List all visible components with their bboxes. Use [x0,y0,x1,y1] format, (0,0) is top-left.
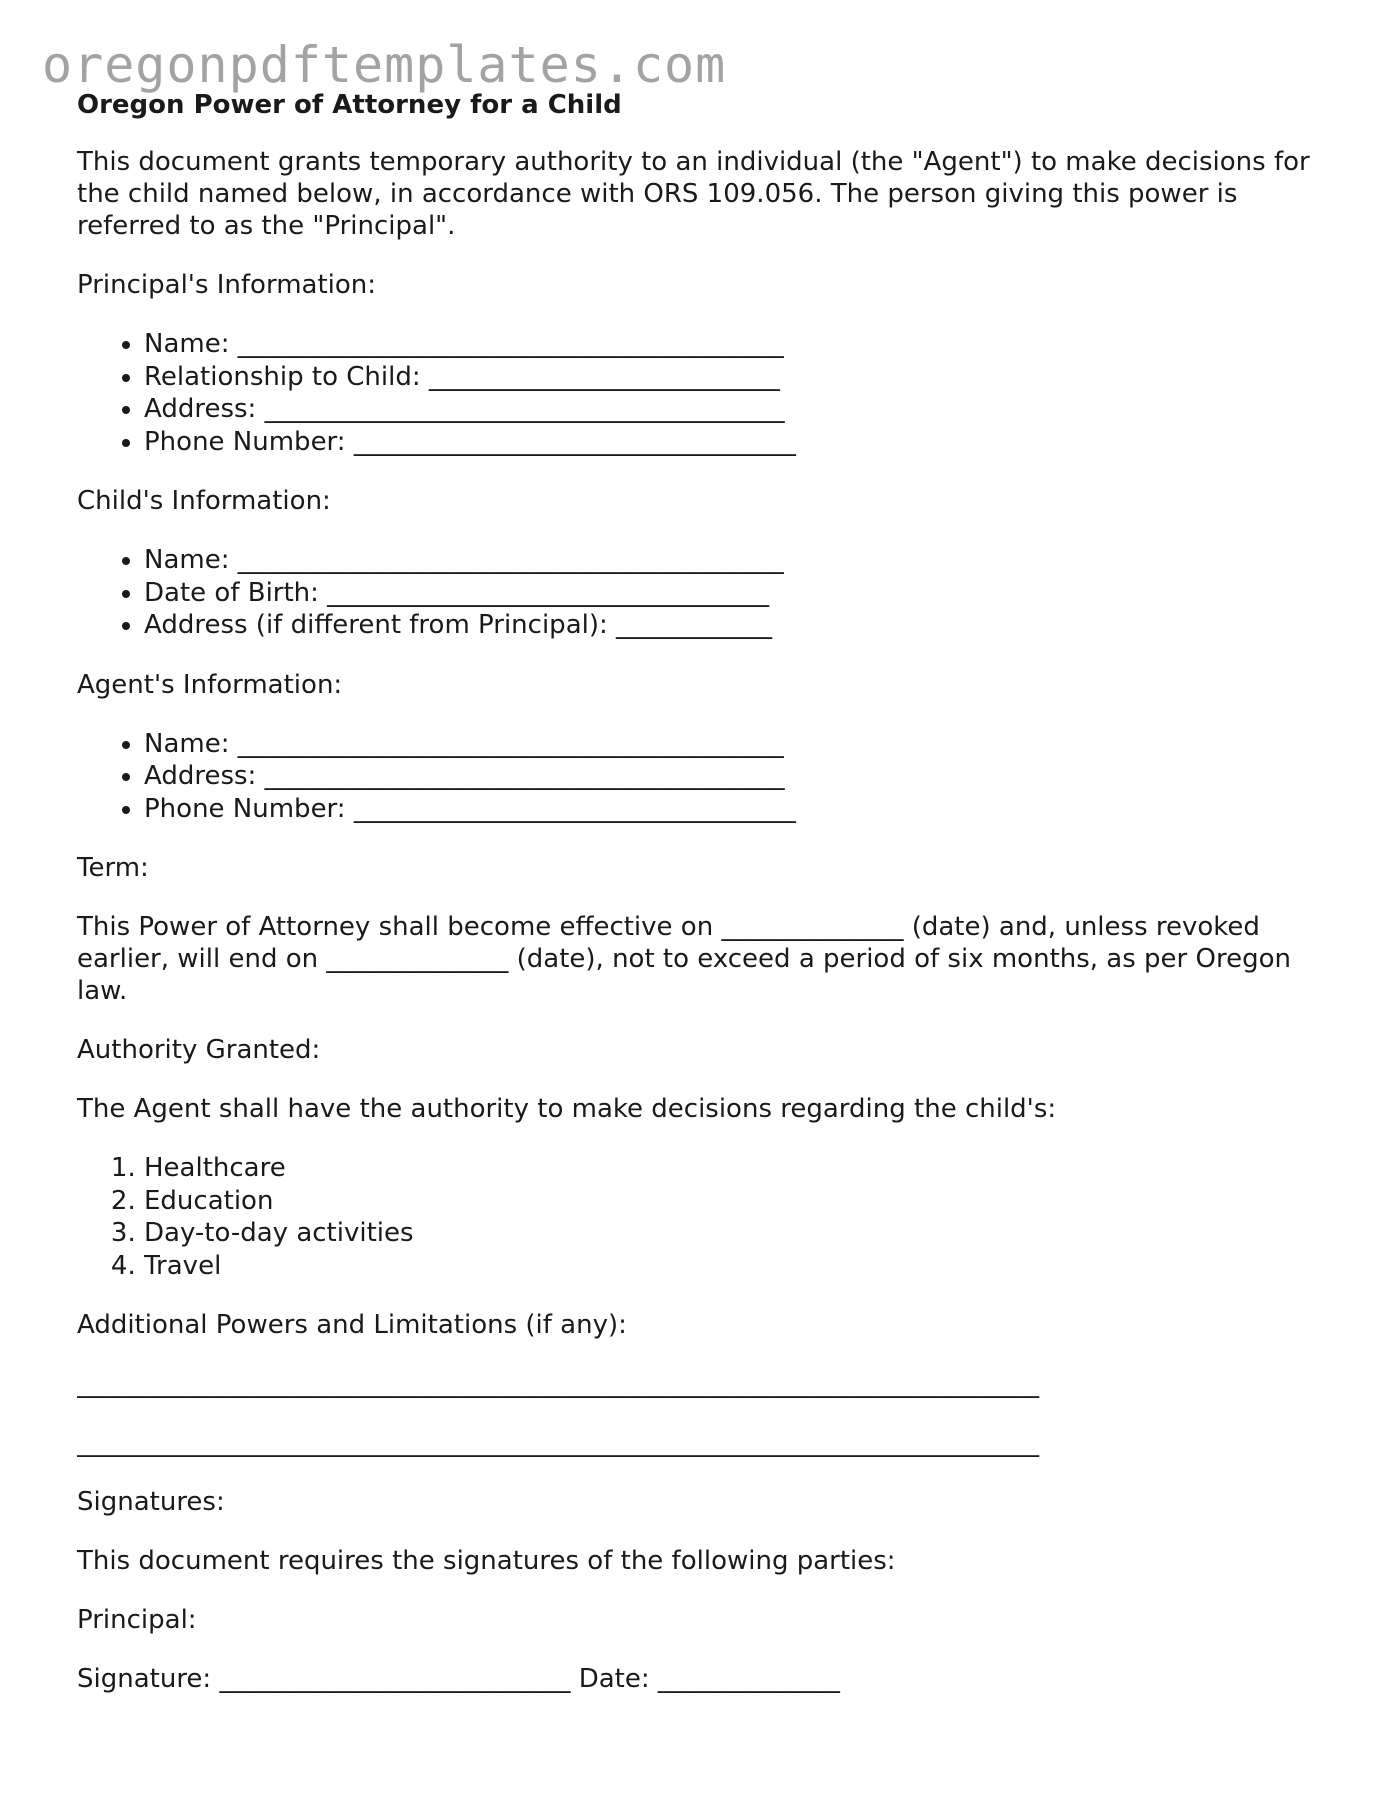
additional-heading: Additional Powers and Limitations (if any): [77,1310,627,1340]
document-page [77,88,1317,1722]
child-heading: Child's Information: [77,486,331,516]
authority-heading: Authority Granted: [77,1035,321,1065]
authority-list [77,1152,1317,1282]
signatures-heading: Signatures: [77,1487,225,1517]
term-paragraph[interactable]: This Power of Attorney shall become effective on ______________ (date) and, unless revoked earlier, will end on ______________ (date), not to exceed a period of six months, as per Oregon law. [77,912,1291,1006]
child-address-field[interactable]: • Address (if different from Principal): ____________ [144,609,1317,642]
principal-signature-line[interactable]: Signature: ___________________________ Date: ______________ [77,1664,840,1694]
authority-intro: The Agent shall have the authority to make decisions regarding the child's: [77,1094,1057,1124]
additional-line-2[interactable]: __________________________________________________________________________ [77,1428,1039,1458]
child-dob-field[interactable]: • Date of Birth: __________________________________ [144,577,1317,610]
additional-line-1[interactable]: __________________________________________________________________________ [77,1369,1039,1399]
agent-heading: Agent's Information: [77,669,343,700]
child-name-field[interactable]: • Name: __________________________________________ [144,544,1317,577]
principal-signature-label: Principal: [77,1605,197,1635]
agent-phone-field[interactable]: • Phone Number: __________________________________ [144,793,1317,826]
authority-item-healthcare: 1. Healthcare [144,1152,1317,1185]
principal-heading: Principal's Information: [77,270,377,300]
principal-relationship-field[interactable]: • Relationship to Child: ___________________________ [144,361,1317,394]
watermark: oregonpdftemplates.com [42,36,727,94]
document-title: Oregon Power of Attorney for a Child [77,90,622,120]
authority-item-travel: 4. Travel [144,1250,1317,1283]
principal-name-field[interactable]: • Name: __________________________________________ [144,328,1317,361]
agent-address-field[interactable]: • Address: ________________________________________ [144,760,1317,793]
signatures-intro: This document requires the signatures of the following parties: [77,1546,896,1576]
agent-name-field[interactable]: • Name: __________________________________________ [144,728,1317,761]
child-fields-list [77,544,1317,642]
agent-fields-list [77,728,1317,826]
authority-item-day-to-day: 3. Day-to-day activities [144,1217,1317,1250]
principal-phone-field[interactable]: • Phone Number: __________________________________ [144,426,1317,459]
intro-paragraph: This document grants temporary authority to an individual (the "Agent") to make decisions for the child named below, in accordance with ORS 109.056. The person giving this power is referred to as the "Principal". [77,147,1310,241]
authority-item-education: 2. Education [144,1185,1317,1218]
principal-fields-list [77,328,1317,458]
principal-address-field[interactable]: • Address: ________________________________________ [144,393,1317,426]
term-heading: Term: [77,853,149,883]
